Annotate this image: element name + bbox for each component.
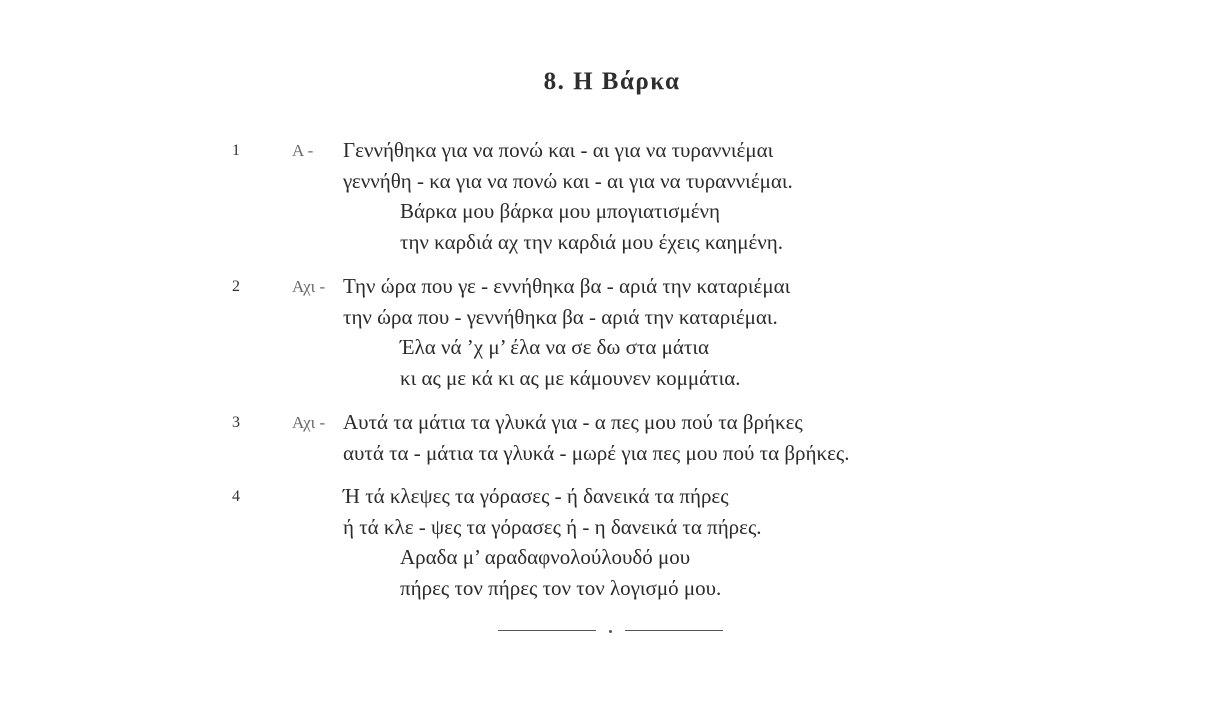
end-ornament (0, 621, 1224, 641)
refrain-line: Έλα νά ’χ μ’ έλα να σε δω στα μάτια (400, 335, 709, 359)
verse-line: Ή τά κλεψες τα γόρασες - ή δανεικά τα πήρες (343, 484, 729, 508)
refrain-line: την καρδιά αχ την καρδιά μου έχεις καημένη. (400, 230, 784, 254)
verse-line: Γεννήθηκα για να πονώ και - αι για να τυραννιέμαι (343, 138, 774, 162)
ornament-rule-right (625, 630, 723, 631)
verse-line: Αυτά τα μάτια τα γλυκά για - α πες μου πού τα βρήκες (343, 410, 803, 434)
refrain-line: Αραδα μ’ αραδαφνολούλουδό μου (400, 545, 691, 569)
stanza-marker: Αχι - (292, 413, 326, 432)
verse-line: την ώρα που - γεννήθηκα βα - αριά την καταριέμαι. (343, 305, 778, 329)
stanza-number: 2 (232, 278, 240, 295)
verse-line: ή τά κλε - ψες τα γόρασες ή - η δανεικά τα πήρες. (343, 515, 762, 539)
refrain-line: Βάρκα μου βάρκα μου μπογιατισμένη (400, 199, 721, 223)
ornament-dot-icon (609, 630, 612, 633)
stanza-marker: Α - (292, 141, 314, 160)
stanza-number: 3 (232, 414, 240, 431)
ornament-rule-left (498, 630, 596, 631)
page-title: 8. Η Βάρκα (543, 68, 681, 95)
refrain-line: κι ας με κά κι ας με κάμουνεν κομμάτια. (400, 366, 741, 390)
refrain-line: πήρες τον πήρες τον τον λογισμό μου. (400, 576, 722, 600)
verse-line: γεννήθη - κα για να πονώ και - αι για να τυραννιέμαι. (343, 169, 793, 193)
stanza-number: 4 (232, 488, 240, 505)
stanza-number: 1 (232, 142, 240, 159)
verse-line: αυτά τα - μάτια τα γλυκά - μωρέ για πες μου πού τα βρήκες. (343, 441, 850, 465)
verse-line: Την ώρα που γε - εννήθηκα βα - αριά την καταριέμαι (343, 274, 791, 298)
stanza-marker: Αχι - (292, 277, 326, 296)
